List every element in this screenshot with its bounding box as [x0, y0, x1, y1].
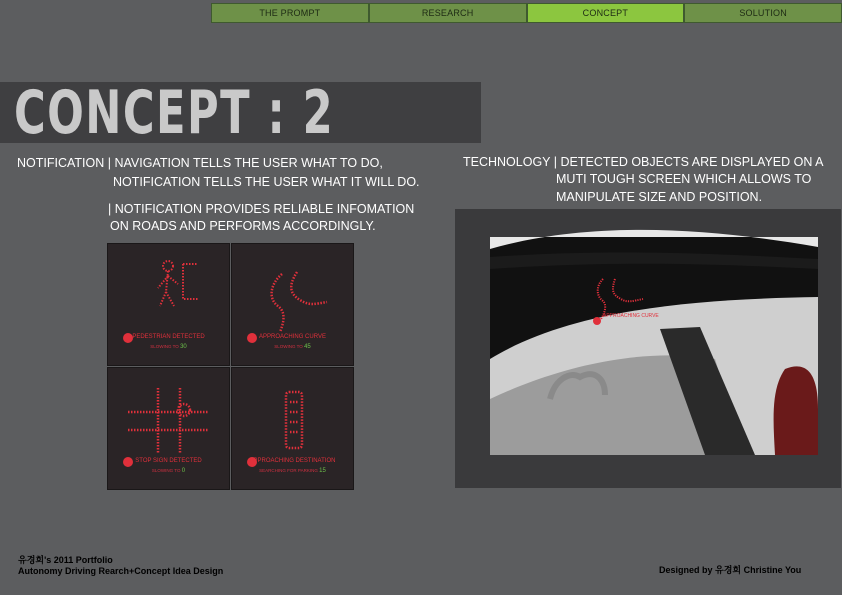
panel-sub: SLOWING TO 30 — [150, 344, 187, 350]
technology-line-1: TECHNOLOGY | DETECTED OBJECTS ARE DISPLAYED ON A — [463, 155, 824, 169]
tab-research[interactable]: RESEARCH — [369, 3, 527, 23]
panel-label: APPROACHING DESTINATION — [249, 458, 336, 464]
car-interior-render — [455, 209, 841, 488]
footer-subtitle: Autonomy Driving Rearch+Concept Idea Design — [18, 566, 224, 576]
panel-sub: SLOWING TO 45 — [274, 344, 311, 350]
panel-label: PEDESTRIAN DETECTED — [132, 334, 205, 340]
panel-curve — [231, 243, 354, 366]
screen-label: APPROACHING CURVE — [603, 313, 659, 319]
notification-line-1: NOTIFICATION | NAVIGATION TELLS THE USER WHAT TO DO, — [17, 156, 383, 170]
notification-line-3: | NOTIFICATION PROVIDES RELIABLE INFOMATION — [108, 202, 415, 216]
panel-pedestrian — [107, 243, 230, 366]
panel-stop-sign — [107, 367, 230, 490]
panel-label: APPROACHING CURVE — [259, 334, 326, 340]
panel-label: STOP SIGN DETECTED — [135, 458, 202, 464]
page-title: CONCEPT : 2 — [14, 78, 335, 148]
top-nav — [211, 3, 842, 23]
panel-destination — [231, 367, 354, 490]
technology-line-2: MUTI TOUGH SCREEN WHICH ALLOWS TO — [556, 172, 812, 186]
panel-sub: SEARCHING FOR PARKING 15 — [259, 468, 326, 474]
tab-the-prompt[interactable]: THE PROMPT — [211, 3, 369, 23]
concept-render — [455, 209, 841, 488]
footer-portfolio: 유경희's 2011 Portfolio — [18, 555, 113, 565]
footer-designer: Designed by 유경희 Christine You — [659, 565, 802, 575]
notification-line-2: NOTIFICATION TELLS THE USER WHAT IT WILL DO. — [113, 175, 420, 189]
tab-concept[interactable]: CONCEPT — [527, 3, 685, 23]
tab-solution[interactable]: SOLUTION — [684, 3, 842, 23]
notification-line-4: ON ROADS AND PERFORMS ACCORDINGLY. — [110, 219, 376, 233]
panel-sub: SLOWING TO 0 — [151, 468, 186, 474]
technology-line-3: MANIPULATE SIZE AND POSITION. — [556, 190, 763, 204]
